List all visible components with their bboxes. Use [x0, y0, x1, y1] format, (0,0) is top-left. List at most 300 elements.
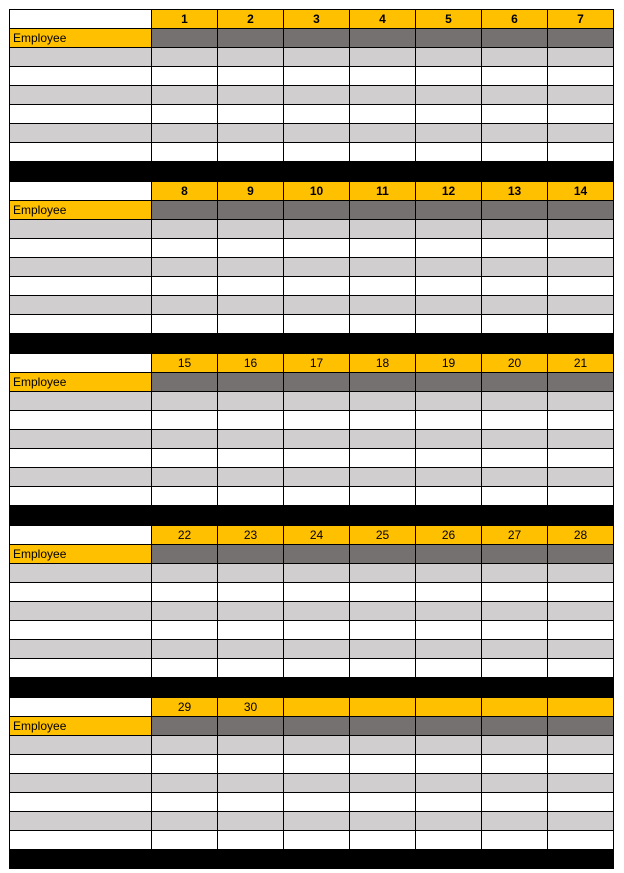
- employee-name-cell[interactable]: [9, 812, 152, 831]
- header-corner-cell[interactable]: [9, 9, 152, 29]
- schedule-cell[interactable]: [350, 583, 416, 602]
- day-number-cell[interactable]: 24: [284, 525, 350, 545]
- schedule-cell[interactable]: [416, 143, 482, 162]
- employee-name-cell[interactable]: [9, 124, 152, 143]
- schedule-cell[interactable]: [284, 105, 350, 124]
- schedule-cell[interactable]: [482, 239, 548, 258]
- schedule-cell[interactable]: [152, 621, 218, 640]
- schedule-cell[interactable]: [350, 774, 416, 793]
- schedule-cell[interactable]: [482, 315, 548, 334]
- schedule-cell[interactable]: [152, 143, 218, 162]
- schedule-cell[interactable]: [152, 449, 218, 468]
- employee-day-cell[interactable]: [416, 373, 482, 392]
- employee-name-cell[interactable]: [9, 105, 152, 124]
- schedule-cell[interactable]: [350, 86, 416, 105]
- schedule-cell[interactable]: [416, 86, 482, 105]
- schedule-cell[interactable]: [548, 659, 614, 678]
- schedule-cell[interactable]: [548, 640, 614, 659]
- schedule-cell[interactable]: [152, 564, 218, 583]
- schedule-cell[interactable]: [548, 812, 614, 831]
- schedule-cell[interactable]: [284, 736, 350, 755]
- employee-name-cell[interactable]: [9, 755, 152, 774]
- schedule-cell[interactable]: [548, 736, 614, 755]
- schedule-cell[interactable]: [416, 602, 482, 621]
- employee-name-cell[interactable]: [9, 602, 152, 621]
- employee-day-cell[interactable]: [350, 373, 416, 392]
- schedule-cell[interactable]: [284, 487, 350, 506]
- schedule-cell[interactable]: [482, 296, 548, 315]
- schedule-cell[interactable]: [152, 793, 218, 812]
- schedule-cell[interactable]: [218, 659, 284, 678]
- day-number-cell[interactable]: 26: [416, 525, 482, 545]
- schedule-cell[interactable]: [284, 621, 350, 640]
- schedule-cell[interactable]: [284, 774, 350, 793]
- schedule-cell[interactable]: [218, 220, 284, 239]
- schedule-cell[interactable]: [284, 315, 350, 334]
- employee-name-cell[interactable]: [9, 449, 152, 468]
- day-number-cell[interactable]: 17: [284, 353, 350, 373]
- employee-day-cell[interactable]: [482, 545, 548, 564]
- schedule-cell[interactable]: [152, 105, 218, 124]
- schedule-cell[interactable]: [152, 430, 218, 449]
- schedule-cell[interactable]: [350, 659, 416, 678]
- schedule-cell[interactable]: [284, 602, 350, 621]
- schedule-cell[interactable]: [350, 621, 416, 640]
- schedule-cell[interactable]: [416, 774, 482, 793]
- header-corner-cell[interactable]: [9, 525, 152, 545]
- employee-name-cell[interactable]: [9, 392, 152, 411]
- schedule-cell[interactable]: [416, 239, 482, 258]
- schedule-cell[interactable]: [284, 239, 350, 258]
- schedule-cell[interactable]: [218, 67, 284, 86]
- schedule-cell[interactable]: [548, 430, 614, 449]
- schedule-cell[interactable]: [284, 640, 350, 659]
- schedule-cell[interactable]: [548, 277, 614, 296]
- employee-day-cell[interactable]: [482, 717, 548, 736]
- schedule-cell[interactable]: [350, 220, 416, 239]
- employee-name-cell[interactable]: [9, 487, 152, 506]
- schedule-cell[interactable]: [284, 220, 350, 239]
- schedule-cell[interactable]: [350, 48, 416, 67]
- employee-day-cell[interactable]: [548, 717, 614, 736]
- schedule-cell[interactable]: [350, 105, 416, 124]
- employee-day-cell[interactable]: [416, 545, 482, 564]
- schedule-cell[interactable]: [548, 774, 614, 793]
- schedule-cell[interactable]: [218, 392, 284, 411]
- employee-name-cell[interactable]: [9, 258, 152, 277]
- employee-day-cell[interactable]: [218, 545, 284, 564]
- schedule-cell[interactable]: [284, 411, 350, 430]
- day-number-cell[interactable]: 9: [218, 181, 284, 201]
- schedule-cell[interactable]: [152, 277, 218, 296]
- schedule-cell[interactable]: [416, 430, 482, 449]
- schedule-cell[interactable]: [152, 812, 218, 831]
- schedule-cell[interactable]: [152, 755, 218, 774]
- schedule-cell[interactable]: [350, 258, 416, 277]
- schedule-cell[interactable]: [218, 583, 284, 602]
- schedule-cell[interactable]: [218, 277, 284, 296]
- schedule-cell[interactable]: [350, 392, 416, 411]
- header-corner-cell[interactable]: [9, 181, 152, 201]
- employee-day-cell[interactable]: [548, 29, 614, 48]
- schedule-cell[interactable]: [416, 296, 482, 315]
- schedule-cell[interactable]: [284, 468, 350, 487]
- schedule-cell[interactable]: [482, 602, 548, 621]
- schedule-cell[interactable]: [416, 621, 482, 640]
- employee-name-cell[interactable]: [9, 621, 152, 640]
- schedule-cell[interactable]: [350, 124, 416, 143]
- schedule-cell[interactable]: [350, 315, 416, 334]
- schedule-cell[interactable]: [284, 258, 350, 277]
- schedule-cell[interactable]: [548, 831, 614, 850]
- schedule-cell[interactable]: [548, 602, 614, 621]
- schedule-cell[interactable]: [152, 659, 218, 678]
- day-number-cell[interactable]: [548, 697, 614, 717]
- day-number-cell[interactable]: 30: [218, 697, 284, 717]
- schedule-cell[interactable]: [284, 277, 350, 296]
- schedule-cell[interactable]: [350, 239, 416, 258]
- schedule-cell[interactable]: [350, 487, 416, 506]
- schedule-cell[interactable]: [548, 564, 614, 583]
- schedule-cell[interactable]: [482, 812, 548, 831]
- schedule-cell[interactable]: [152, 774, 218, 793]
- day-number-cell[interactable]: 16: [218, 353, 284, 373]
- schedule-cell[interactable]: [548, 621, 614, 640]
- schedule-cell[interactable]: [416, 640, 482, 659]
- employee-name-cell[interactable]: [9, 736, 152, 755]
- schedule-cell[interactable]: [482, 258, 548, 277]
- schedule-cell[interactable]: [350, 411, 416, 430]
- schedule-cell[interactable]: [416, 124, 482, 143]
- schedule-cell[interactable]: [218, 86, 284, 105]
- schedule-cell[interactable]: [218, 755, 284, 774]
- schedule-cell[interactable]: [284, 812, 350, 831]
- schedule-cell[interactable]: [152, 487, 218, 506]
- schedule-cell[interactable]: [284, 67, 350, 86]
- schedule-cell[interactable]: [416, 468, 482, 487]
- employee-name-cell[interactable]: [9, 774, 152, 793]
- schedule-cell[interactable]: [152, 392, 218, 411]
- day-number-cell[interactable]: 13: [482, 181, 548, 201]
- employee-day-cell[interactable]: [152, 545, 218, 564]
- schedule-cell[interactable]: [218, 239, 284, 258]
- schedule-cell[interactable]: [416, 793, 482, 812]
- day-number-cell[interactable]: 2: [218, 9, 284, 29]
- day-number-cell[interactable]: 19: [416, 353, 482, 373]
- schedule-cell[interactable]: [416, 812, 482, 831]
- schedule-cell[interactable]: [548, 487, 614, 506]
- schedule-cell[interactable]: [284, 430, 350, 449]
- schedule-cell[interactable]: [350, 640, 416, 659]
- employee-day-cell[interactable]: [548, 201, 614, 220]
- day-number-cell[interactable]: 29: [152, 697, 218, 717]
- employee-day-cell[interactable]: [350, 545, 416, 564]
- employee-name-cell[interactable]: [9, 239, 152, 258]
- employee-name-cell[interactable]: [9, 831, 152, 850]
- day-number-cell[interactable]: 8: [152, 181, 218, 201]
- schedule-cell[interactable]: [218, 124, 284, 143]
- schedule-cell[interactable]: [416, 67, 482, 86]
- schedule-cell[interactable]: [152, 411, 218, 430]
- schedule-cell[interactable]: [482, 640, 548, 659]
- schedule-cell[interactable]: [482, 220, 548, 239]
- schedule-cell[interactable]: [482, 564, 548, 583]
- schedule-cell[interactable]: [218, 487, 284, 506]
- schedule-cell[interactable]: [284, 86, 350, 105]
- schedule-cell[interactable]: [284, 392, 350, 411]
- schedule-cell[interactable]: [284, 793, 350, 812]
- schedule-cell[interactable]: [482, 793, 548, 812]
- employee-day-cell[interactable]: [548, 373, 614, 392]
- day-number-cell[interactable]: 5: [416, 9, 482, 29]
- employee-day-cell[interactable]: [482, 373, 548, 392]
- employee-day-cell[interactable]: [482, 201, 548, 220]
- schedule-cell[interactable]: [482, 621, 548, 640]
- schedule-cell[interactable]: [284, 755, 350, 774]
- schedule-cell[interactable]: [416, 659, 482, 678]
- schedule-cell[interactable]: [548, 67, 614, 86]
- day-number-cell[interactable]: 4: [350, 9, 416, 29]
- schedule-cell[interactable]: [350, 67, 416, 86]
- schedule-cell[interactable]: [482, 487, 548, 506]
- header-corner-cell[interactable]: [9, 353, 152, 373]
- schedule-cell[interactable]: [152, 239, 218, 258]
- schedule-cell[interactable]: [482, 659, 548, 678]
- employee-day-cell[interactable]: [482, 29, 548, 48]
- employee-label[interactable]: Employee: [9, 29, 152, 48]
- employee-name-cell[interactable]: [9, 430, 152, 449]
- employee-name-cell[interactable]: [9, 468, 152, 487]
- schedule-cell[interactable]: [218, 296, 284, 315]
- schedule-cell[interactable]: [350, 831, 416, 850]
- day-number-cell[interactable]: 11: [350, 181, 416, 201]
- schedule-cell[interactable]: [482, 430, 548, 449]
- schedule-cell[interactable]: [482, 67, 548, 86]
- schedule-cell[interactable]: [284, 124, 350, 143]
- employee-day-cell[interactable]: [152, 29, 218, 48]
- schedule-cell[interactable]: [482, 124, 548, 143]
- schedule-cell[interactable]: [482, 774, 548, 793]
- schedule-cell[interactable]: [218, 736, 284, 755]
- employee-name-cell[interactable]: [9, 659, 152, 678]
- schedule-cell[interactable]: [152, 315, 218, 334]
- schedule-cell[interactable]: [350, 143, 416, 162]
- schedule-cell[interactable]: [284, 48, 350, 67]
- day-number-cell[interactable]: [482, 697, 548, 717]
- schedule-cell[interactable]: [152, 124, 218, 143]
- employee-day-cell[interactable]: [218, 201, 284, 220]
- header-corner-cell[interactable]: [9, 697, 152, 717]
- schedule-cell[interactable]: [218, 105, 284, 124]
- employee-day-cell[interactable]: [284, 717, 350, 736]
- schedule-cell[interactable]: [218, 449, 284, 468]
- employee-name-cell[interactable]: [9, 48, 152, 67]
- day-number-cell[interactable]: [350, 697, 416, 717]
- day-number-cell[interactable]: 3: [284, 9, 350, 29]
- day-number-cell[interactable]: 18: [350, 353, 416, 373]
- schedule-cell[interactable]: [218, 411, 284, 430]
- schedule-cell[interactable]: [218, 831, 284, 850]
- schedule-cell[interactable]: [416, 755, 482, 774]
- schedule-cell[interactable]: [548, 411, 614, 430]
- employee-name-cell[interactable]: [9, 640, 152, 659]
- employee-day-cell[interactable]: [284, 373, 350, 392]
- employee-label[interactable]: Employee: [9, 201, 152, 220]
- schedule-cell[interactable]: [482, 392, 548, 411]
- schedule-cell[interactable]: [284, 564, 350, 583]
- schedule-cell[interactable]: [218, 621, 284, 640]
- schedule-cell[interactable]: [416, 220, 482, 239]
- day-number-cell[interactable]: 20: [482, 353, 548, 373]
- day-number-cell[interactable]: 28: [548, 525, 614, 545]
- schedule-cell[interactable]: [548, 583, 614, 602]
- employee-label[interactable]: Employee: [9, 545, 152, 564]
- employee-day-cell[interactable]: [350, 201, 416, 220]
- schedule-cell[interactable]: [350, 449, 416, 468]
- employee-name-cell[interactable]: [9, 793, 152, 812]
- schedule-cell[interactable]: [416, 315, 482, 334]
- schedule-cell[interactable]: [548, 48, 614, 67]
- employee-day-cell[interactable]: [218, 29, 284, 48]
- schedule-cell[interactable]: [416, 105, 482, 124]
- schedule-cell[interactable]: [548, 239, 614, 258]
- employee-day-cell[interactable]: [218, 373, 284, 392]
- employee-day-cell[interactable]: [284, 29, 350, 48]
- schedule-cell[interactable]: [416, 277, 482, 296]
- schedule-cell[interactable]: [152, 67, 218, 86]
- schedule-cell[interactable]: [548, 755, 614, 774]
- schedule-cell[interactable]: [482, 143, 548, 162]
- schedule-cell[interactable]: [218, 258, 284, 277]
- employee-name-cell[interactable]: [9, 143, 152, 162]
- day-number-cell[interactable]: 6: [482, 9, 548, 29]
- employee-day-cell[interactable]: [284, 201, 350, 220]
- schedule-cell[interactable]: [152, 831, 218, 850]
- employee-name-cell[interactable]: [9, 220, 152, 239]
- employee-label[interactable]: Employee: [9, 717, 152, 736]
- employee-name-cell[interactable]: [9, 583, 152, 602]
- schedule-cell[interactable]: [482, 105, 548, 124]
- day-number-cell[interactable]: 15: [152, 353, 218, 373]
- schedule-cell[interactable]: [548, 793, 614, 812]
- schedule-cell[interactable]: [350, 736, 416, 755]
- employee-day-cell[interactable]: [350, 717, 416, 736]
- schedule-cell[interactable]: [548, 392, 614, 411]
- schedule-cell[interactable]: [218, 812, 284, 831]
- schedule-cell[interactable]: [548, 105, 614, 124]
- schedule-cell[interactable]: [218, 315, 284, 334]
- schedule-cell[interactable]: [152, 468, 218, 487]
- schedule-cell[interactable]: [350, 468, 416, 487]
- schedule-cell[interactable]: [152, 258, 218, 277]
- schedule-cell[interactable]: [350, 755, 416, 774]
- schedule-cell[interactable]: [416, 736, 482, 755]
- schedule-cell[interactable]: [482, 449, 548, 468]
- schedule-cell[interactable]: [548, 315, 614, 334]
- schedule-cell[interactable]: [152, 48, 218, 67]
- employee-label[interactable]: Employee: [9, 373, 152, 392]
- employee-day-cell[interactable]: [416, 717, 482, 736]
- day-number-cell[interactable]: 23: [218, 525, 284, 545]
- schedule-cell[interactable]: [350, 793, 416, 812]
- schedule-cell[interactable]: [548, 258, 614, 277]
- schedule-cell[interactable]: [416, 564, 482, 583]
- employee-day-cell[interactable]: [152, 373, 218, 392]
- employee-day-cell[interactable]: [416, 201, 482, 220]
- schedule-cell[interactable]: [548, 143, 614, 162]
- schedule-cell[interactable]: [548, 124, 614, 143]
- day-number-cell[interactable]: 21: [548, 353, 614, 373]
- schedule-cell[interactable]: [482, 411, 548, 430]
- schedule-cell[interactable]: [482, 277, 548, 296]
- schedule-cell[interactable]: [350, 812, 416, 831]
- schedule-cell[interactable]: [350, 430, 416, 449]
- schedule-cell[interactable]: [284, 659, 350, 678]
- day-number-cell[interactable]: 10: [284, 181, 350, 201]
- employee-day-cell[interactable]: [548, 545, 614, 564]
- schedule-cell[interactable]: [152, 640, 218, 659]
- employee-name-cell[interactable]: [9, 67, 152, 86]
- employee-day-cell[interactable]: [218, 717, 284, 736]
- day-number-cell[interactable]: [416, 697, 482, 717]
- schedule-cell[interactable]: [218, 564, 284, 583]
- schedule-cell[interactable]: [152, 86, 218, 105]
- employee-name-cell[interactable]: [9, 564, 152, 583]
- schedule-cell[interactable]: [416, 449, 482, 468]
- schedule-cell[interactable]: [482, 48, 548, 67]
- day-number-cell[interactable]: 25: [350, 525, 416, 545]
- schedule-cell[interactable]: [218, 143, 284, 162]
- schedule-cell[interactable]: [416, 831, 482, 850]
- schedule-cell[interactable]: [350, 602, 416, 621]
- schedule-cell[interactable]: [482, 755, 548, 774]
- employee-day-cell[interactable]: [284, 545, 350, 564]
- schedule-cell[interactable]: [416, 48, 482, 67]
- schedule-cell[interactable]: [152, 736, 218, 755]
- day-number-cell[interactable]: 12: [416, 181, 482, 201]
- schedule-cell[interactable]: [152, 220, 218, 239]
- schedule-cell[interactable]: [218, 48, 284, 67]
- employee-name-cell[interactable]: [9, 411, 152, 430]
- schedule-cell[interactable]: [218, 468, 284, 487]
- schedule-cell[interactable]: [416, 487, 482, 506]
- day-number-cell[interactable]: 14: [548, 181, 614, 201]
- day-number-cell[interactable]: 22: [152, 525, 218, 545]
- schedule-cell[interactable]: [416, 583, 482, 602]
- schedule-cell[interactable]: [482, 831, 548, 850]
- day-number-cell[interactable]: [284, 697, 350, 717]
- schedule-cell[interactable]: [548, 449, 614, 468]
- day-number-cell[interactable]: 27: [482, 525, 548, 545]
- employee-day-cell[interactable]: [416, 29, 482, 48]
- employee-name-cell[interactable]: [9, 315, 152, 334]
- schedule-cell[interactable]: [350, 296, 416, 315]
- schedule-cell[interactable]: [482, 583, 548, 602]
- schedule-cell[interactable]: [482, 86, 548, 105]
- day-number-cell[interactable]: 1: [152, 9, 218, 29]
- schedule-cell[interactable]: [482, 468, 548, 487]
- schedule-cell[interactable]: [284, 143, 350, 162]
- schedule-cell[interactable]: [482, 736, 548, 755]
- day-number-cell[interactable]: 7: [548, 9, 614, 29]
- employee-day-cell[interactable]: [350, 29, 416, 48]
- schedule-cell[interactable]: [218, 774, 284, 793]
- schedule-cell[interactable]: [548, 86, 614, 105]
- employee-day-cell[interactable]: [152, 717, 218, 736]
- schedule-cell[interactable]: [152, 602, 218, 621]
- schedule-cell[interactable]: [416, 411, 482, 430]
- schedule-cell[interactable]: [218, 793, 284, 812]
